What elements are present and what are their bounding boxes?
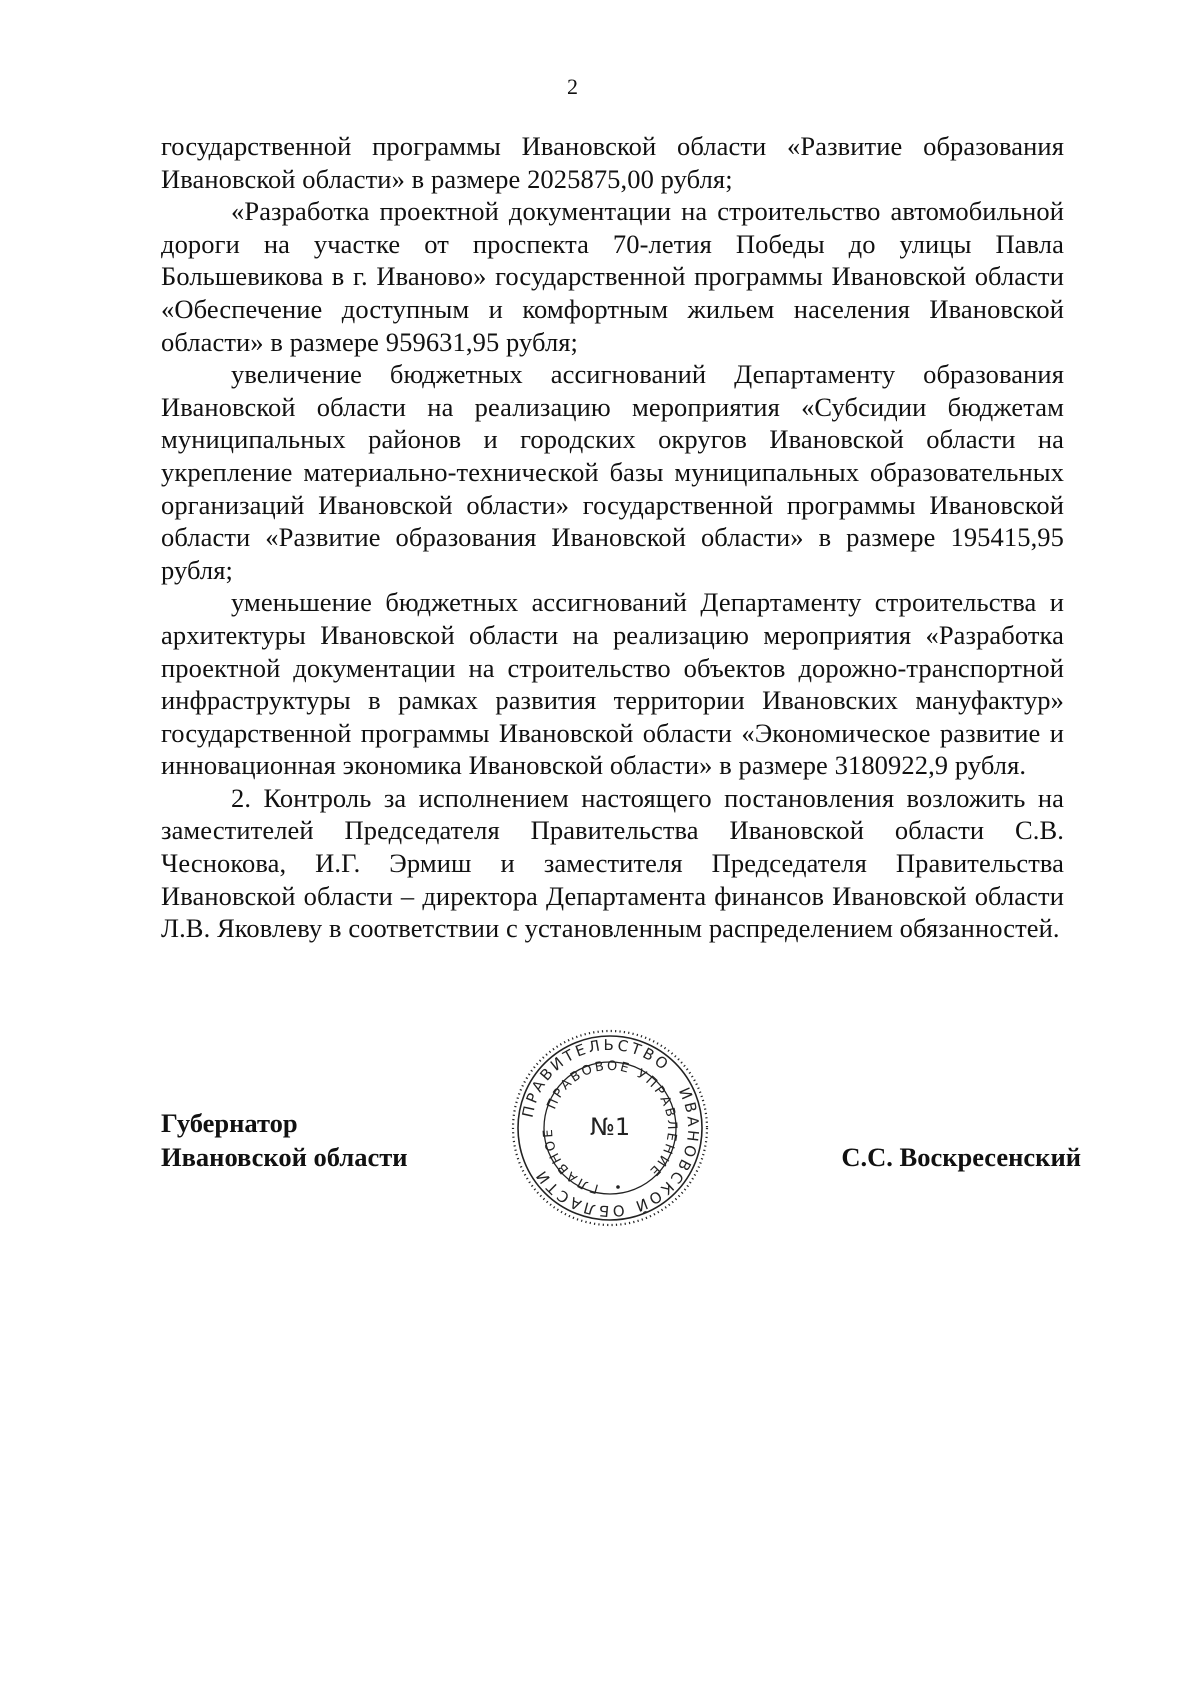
- paragraph: «Разработка проектной документации на строительство автомобильной дороги на участке от проспекта 70-летия Победы до улицы Павла Большевикова в г. Иваново» государственной программы Ивановской области «Обеспечение доступным и комфортным жильем населения Ивановской области» в размере 959631,95 рубля;: [161, 196, 1064, 357]
- paragraph: увеличение бюджетных ассигнований Департаменту образования Ивановской области на реализацию мероприятия «Субсидии бюджетам муниципальных районов и городских округов Ивановской области на укрепление материально-технической базы муниципальных образовательных организаций Ивановской области» государственной программы Ивановской области «Развитие образования Ивановской области» в размере 195415,95 рубля;: [161, 359, 1064, 585]
- seal-inner-ring-text: ПРАВОВОЕ УПРАВЛЕНИЕ: [544, 1058, 680, 1180]
- signatory-position-line2: Ивановской области: [161, 1142, 408, 1172]
- seal-inner-ring-text-bottom: ГЛАВНОЕ: [540, 1126, 601, 1196]
- seal-outer-ring-text-right: ИВАНОВСКОЙ ОБЛАСТИ: [530, 1084, 703, 1221]
- official-seal-stamp: [505, 1023, 715, 1233]
- paragraph: уменьшение бюджетных ассигнований Департаменту строительства и архитектуры Ивановской области на реализацию мероприятия «Разработка проектной документации на строительство объектов дорожно-транспортной инфраструктуры в рамках развития территории Ивановских мануфактур» государственной программы Ивановской области «Экономическое развитие и инновационная экономика Ивановской области» в размере 3180922,9 рубля.: [161, 587, 1064, 781]
- page-number: 2: [567, 74, 578, 99]
- paragraph: государственной программы Ивановской области «Развитие образования Ивановской области» в размере 2025875,00 рубля;: [161, 131, 1064, 194]
- seal-icon: [505, 1023, 715, 1233]
- seal-number: №1: [589, 1113, 631, 1141]
- signatory-position: [161, 1106, 408, 1174]
- paragraph: 2. Контроль за исполнением настоящего постановления возложить на заместителей Председателя Правительства Ивановской области С.В. Чеснокова, И.Г. Эрмиш и заместителя Председателя Правительства Ивановской области – директора Департамента финансов Ивановской области Л.В. Яковлеву в соответствии с установленным распределением обязанностей.: [161, 782, 1064, 944]
- document-body: [161, 130, 1064, 945]
- signatory-name: С.С. Воскресенский: [841, 1142, 1081, 1172]
- signatory-position-line1: Губернатор: [161, 1108, 298, 1138]
- seal-outer-ring-text: ПРАВИТЕЛЬСТВО: [518, 1035, 674, 1120]
